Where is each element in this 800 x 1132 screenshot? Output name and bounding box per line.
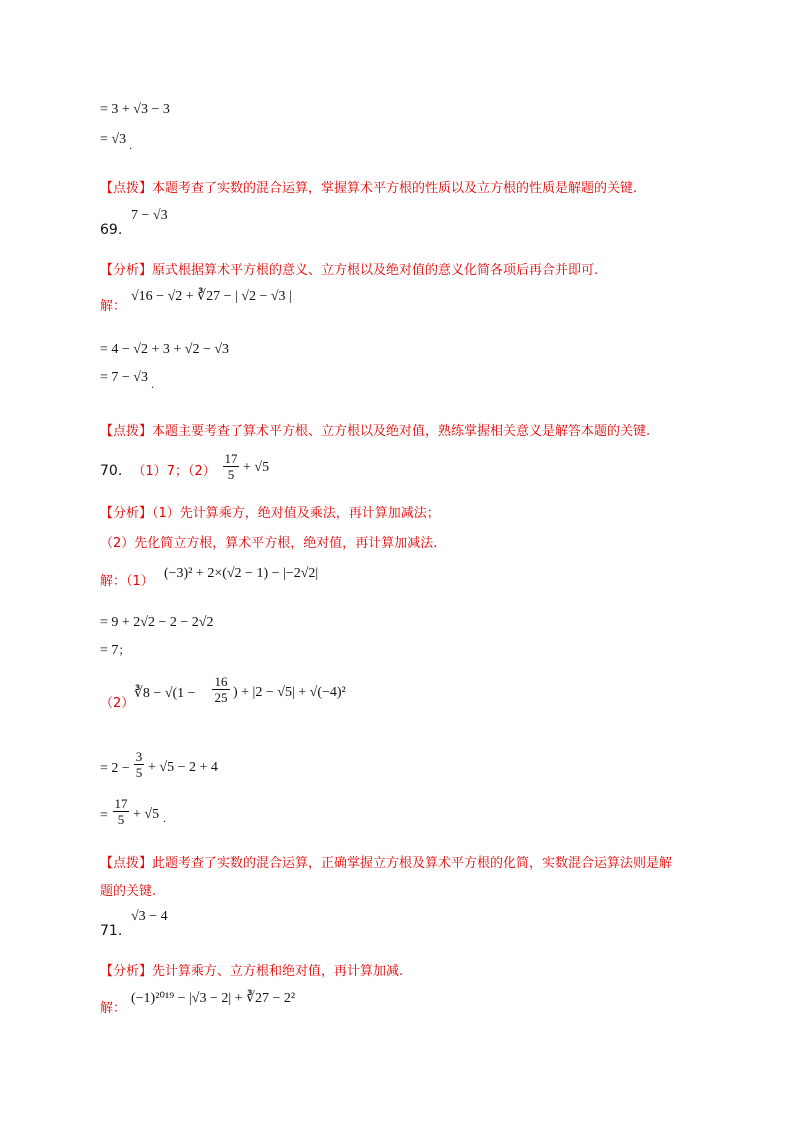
denominator: 5: [135, 765, 143, 780]
fraction: [212, 675, 230, 704]
answer-expr: √3 − 4: [131, 909, 168, 924]
step-line: [100, 130, 133, 152]
numerator: 17: [224, 451, 238, 466]
denominator: 5: [227, 467, 235, 482]
step-line: = 9 + 2√2 − 2 − 2√2: [100, 615, 214, 630]
fraction: [223, 452, 239, 481]
solution-expr: (−3)² + 2×(√2 − 1) − |−2√2|: [164, 566, 319, 581]
step-line: = 4 − √2 + 3 + √2 − √3: [100, 342, 230, 357]
fraction: [113, 797, 129, 826]
step-expr: = √3: [100, 132, 127, 147]
numerator: 16: [214, 674, 228, 689]
step-expr: [133, 807, 167, 825]
step-line: = 3 + √3 − 3: [100, 102, 170, 117]
answer-parts: （1）7；（2）: [132, 464, 216, 479]
part2-expr-b: ) + |2 − √5| + √(−4)²: [233, 685, 346, 700]
fraction: [134, 750, 144, 779]
question-number: 69.: [100, 222, 123, 238]
step-expr: + √5 − 2 + 4: [148, 760, 218, 775]
period: .: [129, 138, 133, 152]
numerator: 3: [135, 749, 143, 764]
solution-label: 解：: [100, 299, 127, 314]
solution-label: 解：（1）: [100, 574, 154, 589]
step-line: [100, 368, 154, 391]
fenxi-note: 【分析】原式根据算术平方根的意义、立方根以及绝对值的意义化简各项后再合并即可.: [100, 263, 599, 278]
denominator: 5: [117, 812, 125, 827]
numerator: 17: [114, 796, 128, 811]
dianbo-note: 题的关键.: [100, 884, 157, 899]
question-number: 70.: [100, 463, 123, 479]
step-line: = 2 −: [100, 761, 130, 776]
period: .: [150, 377, 154, 391]
part-label: （2）: [100, 696, 135, 711]
dianbo-note: 【点拨】此题考查了实数的混合运算，正确掌握立方根及算术平方根的化简，实数混合运算法则是解: [100, 856, 673, 871]
fenxi-note: 【分析】先计算乘方、立方根和绝对值，再计算加减.: [100, 964, 404, 979]
step-expr: = 7: [100, 643, 119, 658]
denominator: 25: [214, 690, 228, 705]
step-line: [100, 641, 130, 660]
solution-expr: √16 − √2 + ∛27 − | √2 − √3 |: [131, 289, 292, 304]
part2-expr-a: ∛8 − √(1 −: [134, 686, 196, 701]
dianbo-note: 【点拨】本题考查了实数的混合运算，掌握算术平方根的性质以及立方根的性质是解题的关键.: [100, 181, 638, 196]
fenxi-note: 【分析】（1）先计算乘方，绝对值及乘法，再计算加减法；: [100, 506, 440, 521]
answer-tail: + √5: [243, 460, 270, 475]
step-expr: = 7 − √3: [100, 370, 148, 385]
question-answer-line: [100, 462, 216, 481]
period: .: [163, 811, 167, 825]
dianbo-note: 【点拨】本题主要考查了算术平方根、立方根以及绝对值，熟练掌握相关意义是解答本题的关键.: [100, 424, 651, 439]
semicolon: ；: [118, 643, 131, 657]
solution-expr: (−1)²⁰¹⁹ − |√3 − 2| + ∛27 − 2²: [131, 991, 296, 1006]
fenxi-note: （2）先化简立方根，算术平方根，绝对值，再计算加减法.: [100, 536, 438, 551]
answer-expr: 7 − √3: [131, 208, 168, 223]
solution-label: 解：: [100, 1001, 127, 1016]
step-line: =: [100, 808, 108, 823]
question-number: 71.: [100, 923, 123, 939]
step-expr-tail: + √5: [133, 807, 160, 822]
